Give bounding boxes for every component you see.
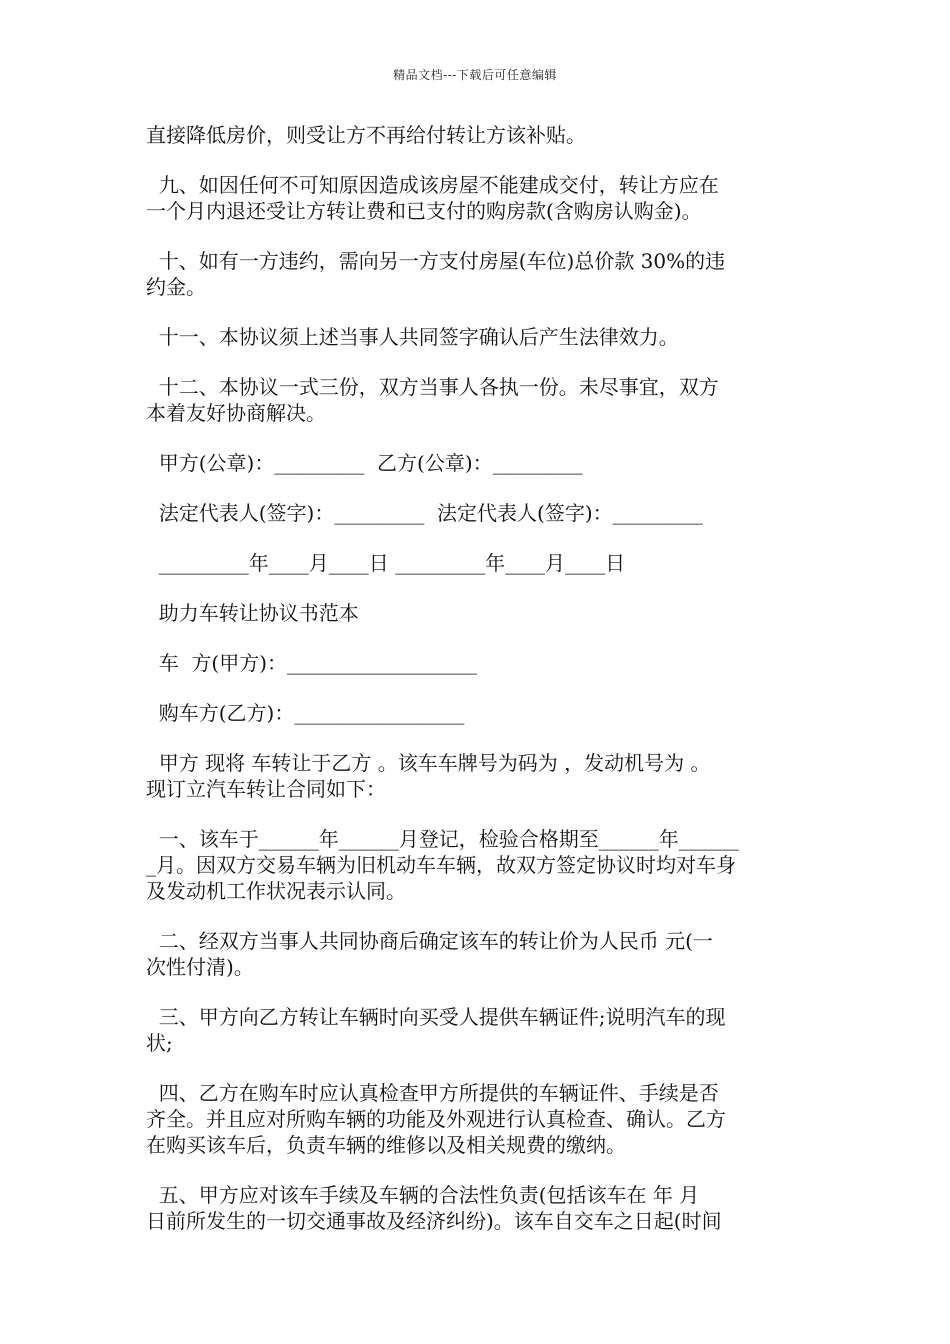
- paragraph: [146, 172, 810, 224]
- paragraph-line: 十二、本协议一式三份，双方当事人各执一份。未尽事宜，双方: [146, 375, 719, 399]
- paragraph-line: 一、该车于______年______月登记，检验合格期至______年______: [146, 827, 739, 851]
- paragraph-line: 五、甲方应对该车手续及车辆的合法性负责(包括该车在 年 月: [146, 1183, 700, 1207]
- paragraph: [146, 1182, 810, 1234]
- paragraph-line: 现订立汽车转让合同如下：: [146, 777, 386, 801]
- paragraph: [146, 700, 810, 726]
- paragraph-line: 一个月内退还受让方转让费和已支付的购房款(含购房认购金)。: [146, 199, 702, 223]
- paragraph: [146, 1004, 810, 1056]
- paragraph-line: 及发动机工作状况表示认同。: [146, 879, 406, 903]
- paragraph: [146, 928, 810, 980]
- paragraph-line: 甲方 现将 车转让于乙方 。该车车牌号为码为 ，发动机号为 。: [146, 751, 711, 775]
- paragraph: [146, 248, 810, 300]
- paragraph: [146, 450, 810, 476]
- paragraph-line: 法定代表人(签字)：_________ 法定代表人(签字)：_________: [146, 501, 703, 525]
- paragraph-line: 甲方(公章)：_________ 乙方(公章)：_________: [146, 451, 583, 475]
- paragraph: [146, 750, 810, 802]
- paragraph: [146, 324, 810, 350]
- paragraph-line: 车 方(甲方)：___________________: [146, 651, 478, 675]
- paragraph-line: 二、经双方当事人共同协商后确定该车的转让价为人民币 元(一: [146, 929, 713, 953]
- paragraph-line: 约金。: [146, 275, 206, 299]
- paragraph-line: 十、如有一方违约，需向另一方支付房屋(车位)总价款 30%的违: [146, 249, 726, 273]
- paragraph: [146, 374, 810, 426]
- paragraph-line: 次性付清)。: [146, 955, 254, 979]
- paragraph-line: 购车方(乙方)：_________________: [146, 701, 465, 725]
- document-body: [146, 122, 810, 1258]
- paragraph-line: 十一、本协议须上述当事人共同签字确认后产生法律效力。: [146, 325, 679, 349]
- paragraph: [146, 600, 810, 626]
- paragraph-line: 齐全。并且应对所购车辆的功能及外观进行认真检查、确认。乙方: [146, 1107, 726, 1131]
- paragraph-line: 四、乙方在购车时应认真检查甲方所提供的车辆证件、手续是否: [146, 1081, 719, 1105]
- paragraph-line: 在购买该车后，负责车辆的维修以及相关规费的缴纳。: [146, 1133, 626, 1157]
- paragraph: [146, 826, 810, 904]
- paragraph-line: _________年____月____日 _________年____月____日: [146, 551, 626, 575]
- paragraph-line: 九、如因任何不可知原因造成该房屋不能建成交付，转让方应在: [146, 173, 719, 197]
- paragraph: [146, 650, 810, 676]
- paragraph-line: 直接降低房价，则受让方不再给付转让方该补贴。: [146, 123, 586, 147]
- paragraph-line: _月。因双方交易车辆为旧机动车车辆，故双方签定协议时均对车身: [146, 853, 736, 877]
- paragraph-line: 助力车转让协议书范本: [146, 601, 359, 625]
- paragraph-line: 日前所发生的一切交通事故及经济纠纷)。该车自交车之日起(时间: [146, 1209, 722, 1233]
- paragraph-line: 本着友好协商解决。: [146, 401, 326, 425]
- paragraph-line: 三、甲方向乙方转让车辆时向买受人提供车辆证件;说明汽车的现: [146, 1005, 726, 1029]
- page-header: 精品文档---下载后可任意编辑: [393, 68, 557, 82]
- paragraph-line: 状;: [146, 1031, 173, 1055]
- paragraph: [146, 122, 810, 148]
- paragraph: [146, 1080, 810, 1158]
- paragraph: [146, 550, 810, 576]
- paragraph: [146, 500, 810, 526]
